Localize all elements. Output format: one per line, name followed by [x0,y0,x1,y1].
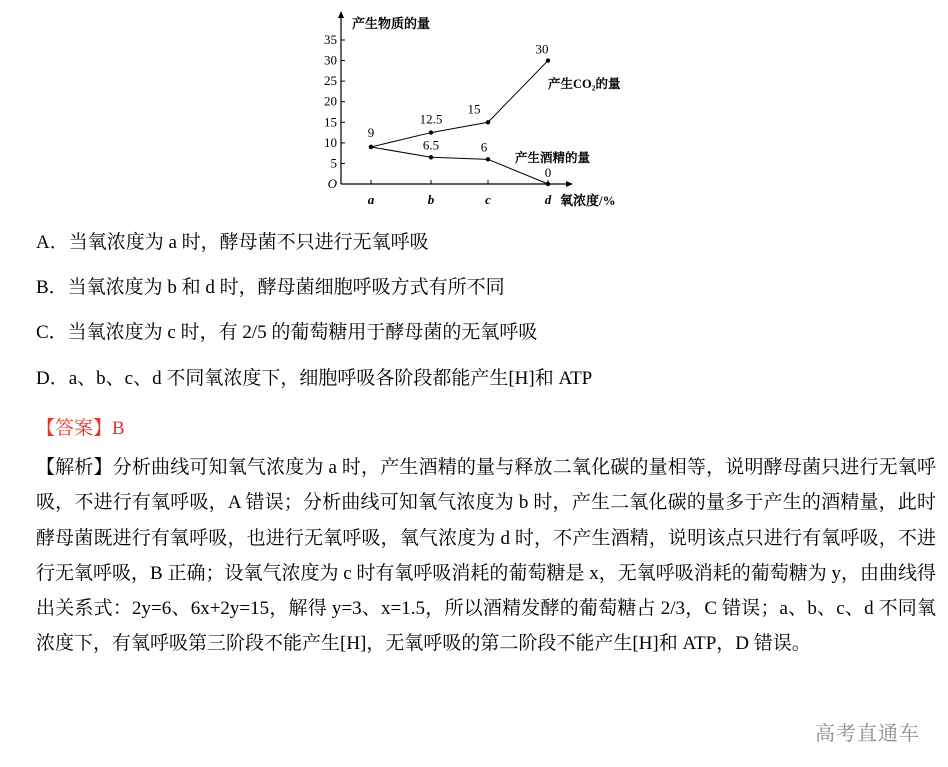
y-axis-arrow [338,11,344,18]
option-c: C．当氧浓度为 c 时，有 2/5 的葡萄糖用于酵母菌的无氧呼吸 [36,322,538,343]
data-label: 30 [535,41,549,57]
data-label: 6.5 [422,137,440,153]
option-b: B．当氧浓度为 b 和 d 时，酵母菌细胞呼吸方式有所不同 [36,277,505,298]
x-axis-arrow [566,181,573,187]
option-a: A．当氧浓度为 a 时，酵母菌不只进行无氧呼吸 [36,232,429,253]
x-tick-label: d [544,192,552,207]
data-label: 15 [467,101,481,117]
y-tick-label: 30 [324,52,337,68]
x-tick-label: c [485,192,491,207]
y-tick-label: 20 [324,93,337,109]
series-line [371,61,548,147]
watermark: 高考直通车 [815,721,920,745]
data-label: 6 [480,139,488,155]
data-point [546,182,550,186]
y-tick-label: O [327,176,337,191]
option-d: D．a、b、c、d 不同氧浓度下，细胞呼吸各阶段都能产生[H]和 ATP [36,368,593,389]
y-tick-label: 15 [324,114,337,130]
data-label: 9 [367,124,375,140]
explanation-text: 分析曲线可知氧气浓度为 a 时，产生酒精的量与释放二氧化碳的量相等，说明酵母菌只进行无氧呼吸，不进行有氧呼吸，A 错误；分析曲线可知氧气浓度为 b 时，产生二氧化碳的量多于产生的酒精量，此时酵母菌既进行有氧呼吸，也进行无氧呼吸，氧气浓度为 d 时，不产生酒精，说明该点只进行有氧呼吸，不进行无氧呼吸，B 正确；设氧气浓度为 c 时有氧呼吸消耗的葡萄糖是 x，无氧呼吸消耗的葡萄糖为 y，由曲线得出关系式：2y=6、6x+2y=15，解得 y=3、x=1.5，所以酒精发酵的葡萄糖占 2/3，C 错误；a、b、c、d 不同氧浓度下，有氧呼吸第三阶段不能产生[H]，无氧呼吸的第二阶段不能产生[H]和 ATP，D 错误。 [36,457,936,655]
x-axis-label: 氧浓度/% [560,193,616,208]
data-point [429,130,433,134]
y-tick-label: 10 [324,134,337,150]
data-point [369,145,373,149]
data-point [429,155,433,159]
series-label: 产生酒精的量 [515,151,591,165]
answer-line: 【答案】B [36,418,125,439]
series-label: 产生CO₂的量 [548,77,621,91]
y-tick-label: 25 [324,73,337,89]
data-label: 0 [544,165,552,180]
explanation [36,450,936,662]
line-chart [300,0,640,215]
y-ticks [324,32,345,191]
y-axis-label: 产生物质的量 [352,16,431,31]
data-label: 12.5 [419,111,443,127]
data-point [486,157,490,161]
data-point [486,120,490,124]
explanation-tag: 【解析】 [36,457,113,478]
chart-series [368,42,621,187]
y-tick-label: 5 [330,155,337,171]
y-tick-label: 35 [324,32,337,47]
x-tick-label: b [427,192,435,207]
x-tick-label: a [367,192,375,207]
data-point [546,58,550,62]
